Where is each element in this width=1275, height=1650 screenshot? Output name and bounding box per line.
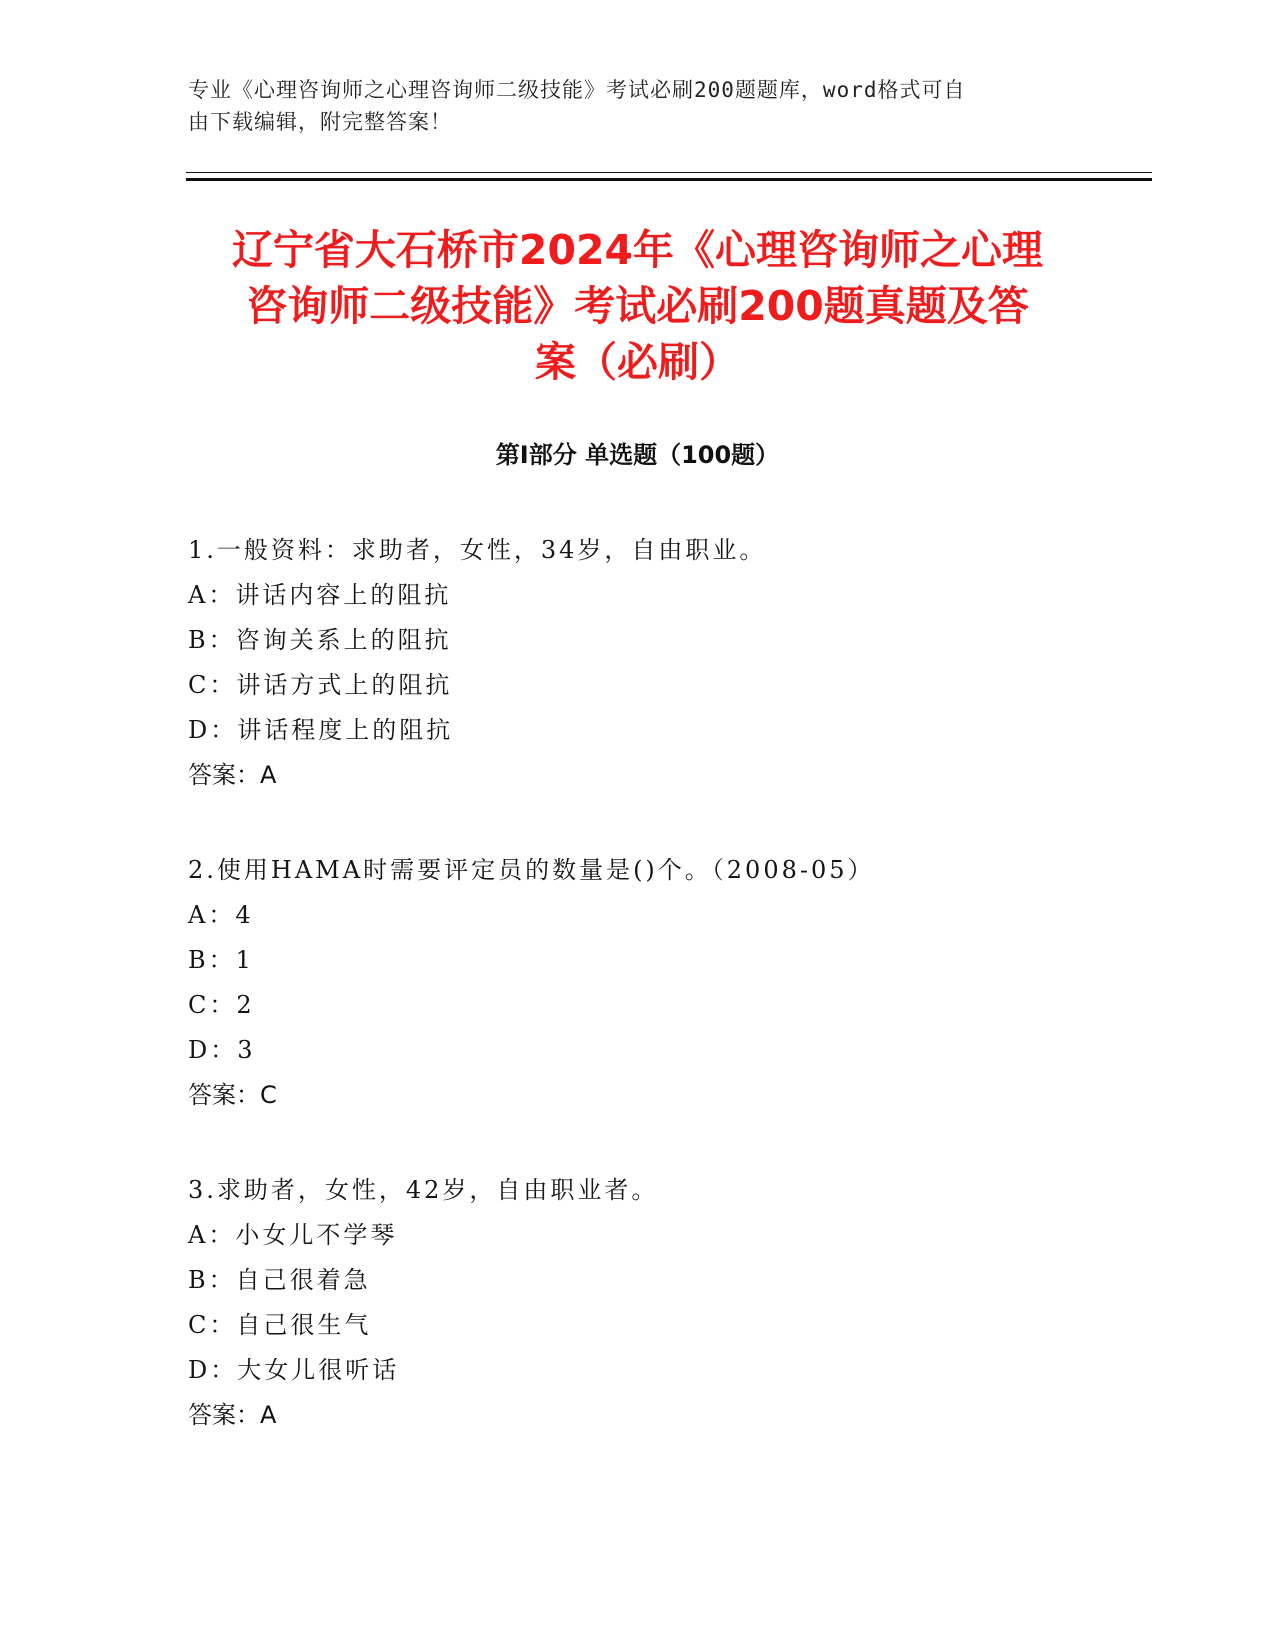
question-stem: 2.使用HAMA时需要评定员的数量是()个。（2008-05） (188, 856, 875, 884)
option-c: C：2 (188, 991, 255, 1019)
document-title (160, 222, 1115, 390)
option-b: B：自己很着急 (188, 1266, 371, 1294)
header-note (188, 74, 1068, 138)
option-d: D：讲话程度上的阻抗 (188, 716, 454, 744)
title-line-3: 案（必刷） (535, 338, 740, 386)
option-d: D：3 (188, 1036, 256, 1064)
answer-line: 答案：A (188, 1401, 277, 1429)
header-divider-thick (186, 178, 1152, 181)
option-b: B：咨询关系上的阻抗 (188, 626, 452, 654)
title-line-2: 咨询师二级技能》考试必刷200题真题及答 (246, 282, 1029, 330)
question-stem: 1.一般资料：求助者，女性，34岁，自由职业。 (188, 536, 767, 564)
header-divider-thin (186, 172, 1152, 173)
answer-line: 答案：A (188, 761, 277, 789)
header-note-line-2: 由下载编辑，附完整答案！ (188, 110, 452, 134)
title-line-1: 辽宁省大石桥市2024年《心理咨询师之心理 (231, 226, 1044, 274)
section-heading: 第I部分 单选题（100题） (495, 441, 780, 469)
question-block (188, 528, 1088, 798)
option-a: A：4 (188, 901, 254, 929)
option-d: D：大女儿很听话 (188, 1356, 400, 1384)
option-a: A：讲话内容上的阻抗 (188, 581, 452, 609)
option-a: A：小女儿不学琴 (188, 1221, 398, 1249)
question-stem: 3.求助者，女性，42岁，自由职业者。 (188, 1176, 659, 1204)
answer-line: 答案：C (188, 1081, 277, 1109)
question-block (188, 1168, 1088, 1438)
header-note-line-1: 专业《心理咨询师之心理咨询师二级技能》考试必刷200题题库，word格式可自 (188, 78, 966, 102)
option-c: C：自己很生气 (188, 1311, 372, 1339)
option-c: C：讲话方式上的阻抗 (188, 671, 453, 699)
option-b: B：1 (188, 946, 254, 974)
question-block (188, 848, 1088, 1118)
